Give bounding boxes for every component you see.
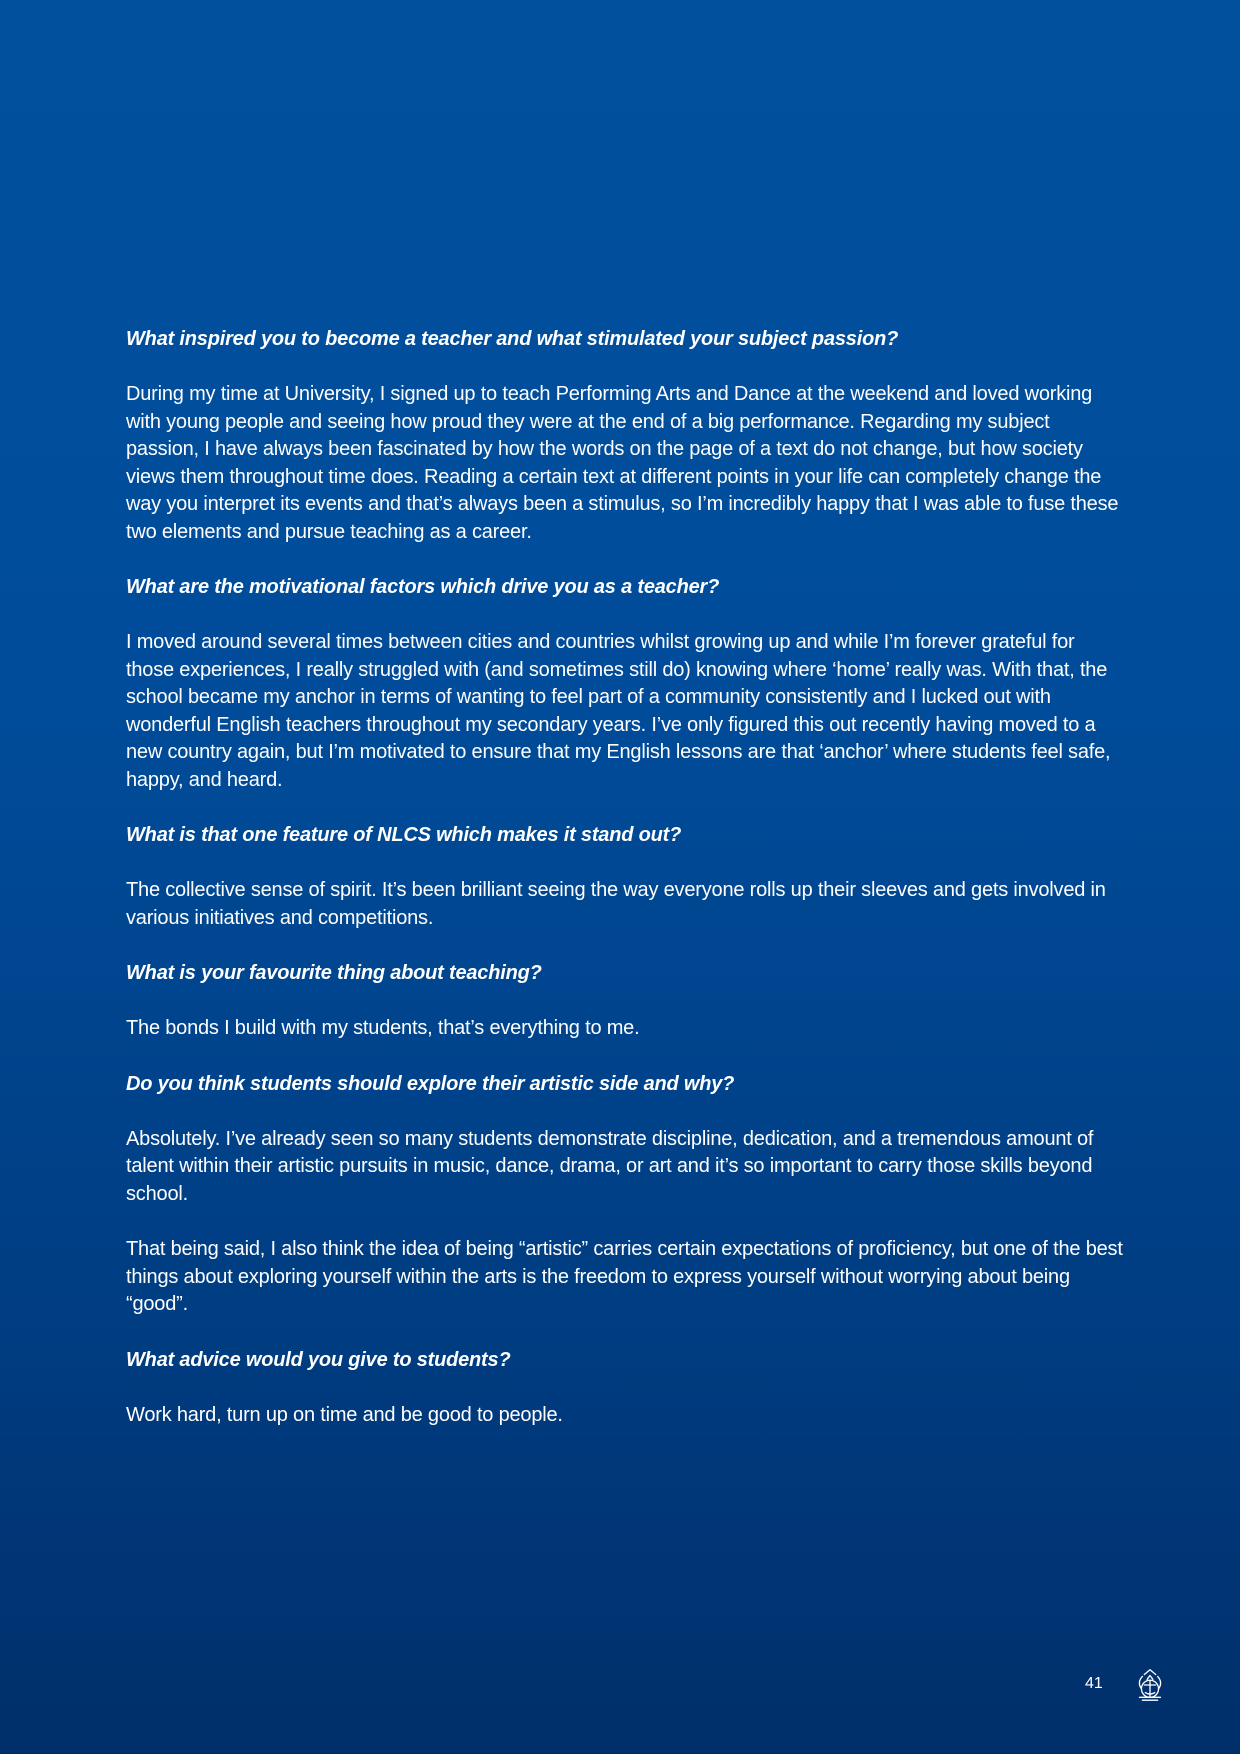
question-heading: Do you think students should explore their artistic side and why?: [126, 1072, 735, 1095]
question-heading: What inspired you to become a teacher and what stimulated your subject passion?: [126, 328, 899, 350]
answer-paragraph: The bonds I build with my students, that’s everything to me.: [126, 1017, 640, 1039]
school-crest-icon: [1131, 1666, 1169, 1704]
page-number: 41: [1085, 1675, 1103, 1692]
answer-paragraph: That being said, I also think the idea of being “artistic” carries certain expectations of proficiency, but one of the best things about exploring yourself within the arts is the freedom to express yourself without worrying about being “good”.: [126, 1238, 1123, 1315]
answer-paragraph: During my time at University, I signed up to teach Performing Arts and Dance at the weekend and loved working with young people and seeing how proud they were at the end of a big performance. Regarding my subject passion, I have always been fascinated by how the words on the page of a text do not change, but how society views them throughout time does. Reading a certain text at different points in your life can completely change the way you interpret its events and that’s always been a stimulus, so I’m incredibly happy that I was able to fuse these two elements and pursue teaching as a career.: [126, 383, 1119, 543]
question-heading: What is your favourite thing about teaching?: [126, 962, 542, 984]
answer-paragraph: I moved around several times between cities and countries whilst growing up and while I’m forever grateful for those experiences, I really struggled with (and sometimes still do) knowing where ‘home’ really was. With that, the school became my anchor in terms of wanting to feel part of a community consistently and I lucked out with wonderful English teachers throughout my secondary years. I’ve only figured this out recently having moved to a new country again, but I’m motivated to ensure that my English lessons are that ‘anchor’ where students feel safe, happy, and heard.: [126, 631, 1111, 791]
interview-content: [126, 326, 1126, 1457]
question-heading: What is that one feature of NLCS which makes it stand out?: [126, 824, 682, 846]
answer-paragraph: Absolutely. I’ve already seen so many students demonstrate discipline, dedication, and a tremendous amount of talent within their artistic pursuits in music, dance, drama, or art and it’s so important to carry those skills beyond school.: [126, 1127, 1094, 1205]
question-heading: What are the motivational factors which drive you as a teacher?: [126, 576, 720, 598]
answer-paragraph: Work hard, turn up on time and be good to people.: [126, 1403, 563, 1426]
question-heading: What advice would you give to students?: [126, 1348, 511, 1371]
answer-paragraph: The collective sense of spirit. It’s been brilliant seeing the way everyone rolls up their sleeves and gets involved in various initiatives and competitions.: [126, 879, 1106, 929]
